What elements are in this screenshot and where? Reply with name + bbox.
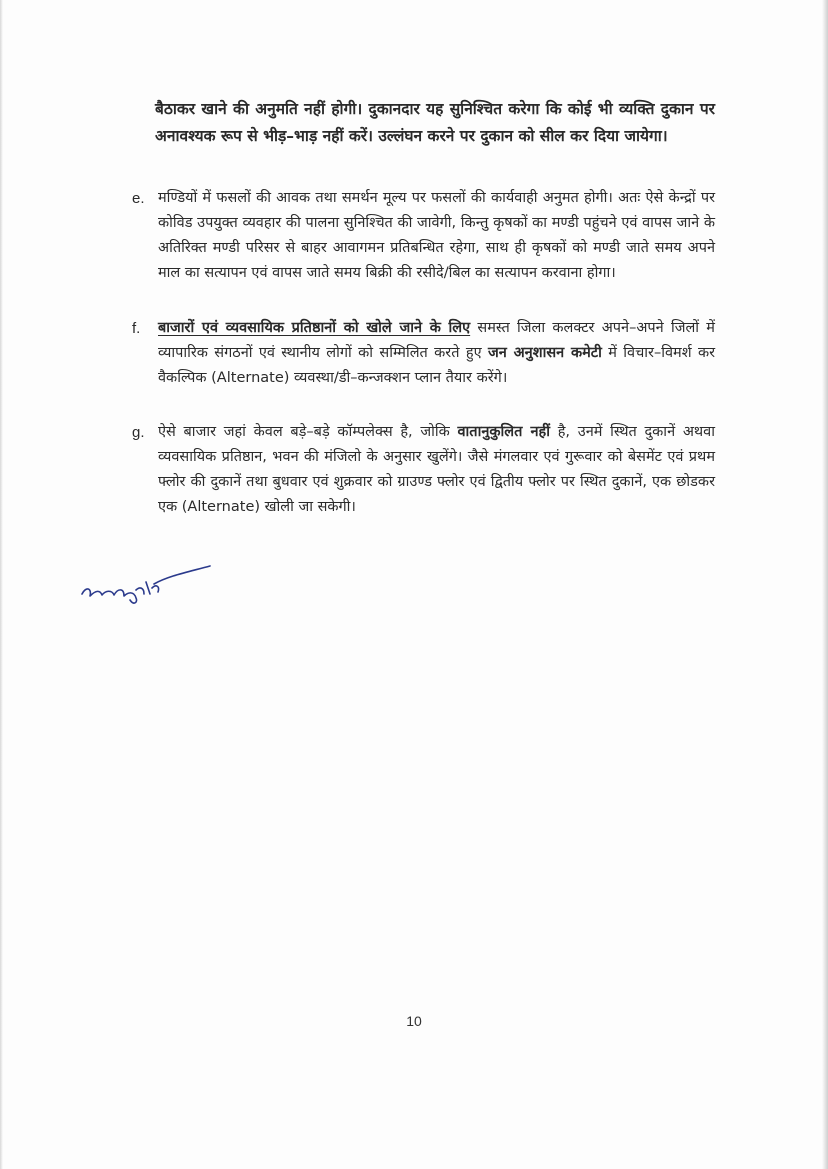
- list-item-f: [132, 316, 715, 391]
- list-marker-g: g.: [132, 424, 145, 441]
- handwritten-signature: [78, 560, 218, 610]
- list-item-g-text-part1: ऐसे बाजार जहां केवल बड़े–बड़े कॉम्पलेक्स है, जोकि: [158, 424, 458, 440]
- non-ac-emphasis: वातानुकुलित नहीं: [457, 424, 551, 440]
- list-marker-f: f.: [132, 320, 141, 337]
- committee-name: जन अनुशासन कमेटी: [487, 345, 602, 361]
- list-item-g: [132, 420, 715, 520]
- list-item-g-text-part2: है, उनमें स्थित दुकानें अथवा व्यवसायिक प्रतिष्ठान, भवन की मंजिलो के अनुसार खुलेंगे। जैसे मंगलवार एवं गुरूवार को बेसमेंट एवं प्रथम फ्लोर की दुकानें तथा बुधवार एवं शुक्रवार को ग्राउण्ड फ्लोर एवं द्वितीय फ्लोर पर स्थित दुकानें, एक छोडकर एक (Alternate) खोली जा सकेगी।: [158, 424, 715, 515]
- markets-opening-heading: बाजारों एवं व्यवसायिक प्रतिष्ठानों को खोले जाने के लिए: [158, 320, 471, 336]
- intro-paragraph: बैठाकर खाने की अनुमति नहीं होगी। दुकानदार यह सुनिश्चित करेगा कि कोई भी व्यक्ति दुकान पर अनावश्यक रूप से भीड़–भाड़ नहीं करें। उल्लंघन करने पर दुकान को सील कर दिया जायेगा।: [155, 100, 715, 145]
- list-item-f-text-part1: समस्त जिला कलक्टर अपने–अपने जिलों में व्यापारिक संगठनों एवं स्थानीय लोगों को सम्मिलित करते हुए: [158, 320, 715, 361]
- page-number: 10: [406, 1013, 422, 1029]
- list-item-g-text: [158, 420, 715, 520]
- list-item-e: [132, 186, 715, 286]
- list-item-f-text: [158, 316, 715, 391]
- list-marker-e: e.: [132, 190, 145, 207]
- list-item-e-text: मण्डियों में फसलों की आवक तथा समर्थन मूल्य पर फसलों की कार्यवाही अनुमत होगी। अतः ऐसे केन्द्रों पर कोविड उपयुक्त व्यवहार की पालना सुनिश्चित की जावेगी, किन्तु कृषकों का मण्डी पहुंचने एवं वापस जाने के अतिरिक्त मण्डी परिसर से बाहर आवागमन प्रतिबन्धित रहेगा, साथ ही कृषकों को मण्डी जाते समय अपने माल का सत्यापन एवं वापस जाते समय बिक्री की रसीदे/बिल का सत्यापन करवाना होगा।: [158, 190, 715, 281]
- list-item-f-text-part2: में विचार–विमर्श कर वैकल्पिक (Alternate) व्यवस्था/डी–कन्जक्शन प्लान तैयार करेंगे।: [158, 345, 716, 386]
- page-edge-shadow-left: [0, 0, 3, 1169]
- page-edge-shadow-right: [822, 0, 828, 1169]
